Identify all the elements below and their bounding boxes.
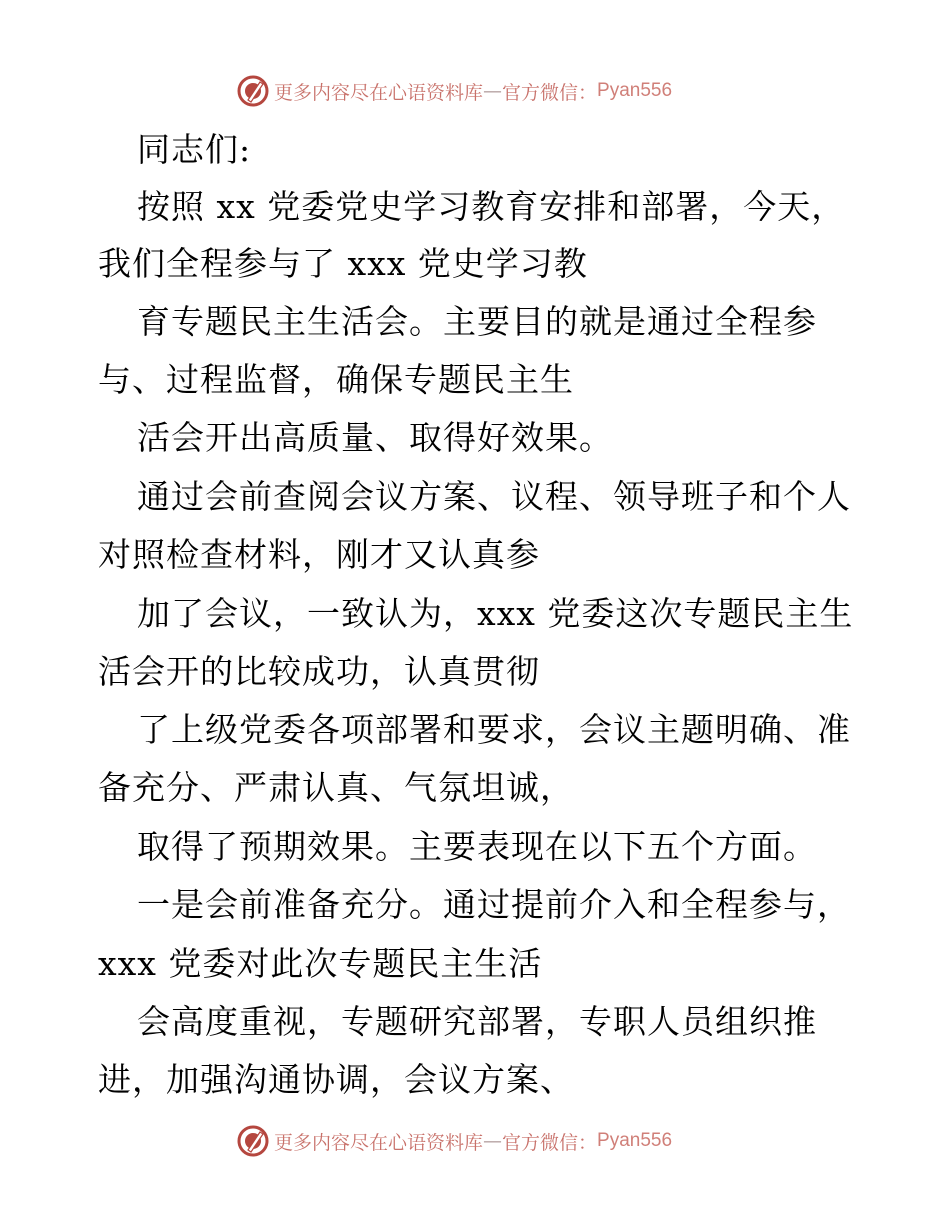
text-line: 育专题民主生活会。主要目的就是通过全程参 (137, 302, 817, 341)
watermark-id: Pyan556 (597, 1130, 673, 1151)
text-line: 我们全程参与了 xxx 党史学习教 (98, 244, 588, 283)
text-line: 活会开的比较成功，认真贯彻 (98, 652, 540, 691)
watermark-separator: — (483, 1130, 503, 1152)
text-line: 备充分、严肃认真、气氛坦诚， (98, 768, 574, 807)
text-line: 进，加强沟通协调，会议方案、 (98, 1060, 574, 1099)
watermark-separator: — (483, 80, 503, 102)
text-line: 与、过程监督，确保专题民主生 (98, 360, 574, 399)
watermark-suffix: 官方微信： (502, 81, 598, 104)
text-line: 一是会前准备充分。通过提前介入和全程参与， (137, 885, 851, 924)
watermark-id: Pyan556 (597, 80, 673, 101)
text-line: 对照检查材料，刚才又认真参 (98, 535, 540, 574)
watermark-text: 更多内容尽在心语资料库 (274, 81, 484, 104)
pen-logo-icon (236, 74, 270, 108)
text-line: 通过会前查阅会议方案、议程、领导班子和个人 (137, 477, 851, 516)
text-line: 会高度重视，专题研究部署，专职人员组织推 (137, 1002, 817, 1041)
text-line: 了上级党委各项部署和要求，会议主题明确、准 (137, 710, 851, 749)
text-line: 加了会议，一致认为，xxx 党委这次专题民主生 (137, 594, 854, 633)
pen-logo-icon (236, 1124, 270, 1158)
watermark-text: 更多内容尽在心语资料库 (274, 1131, 484, 1154)
text-line: xxx 党委对此次专题民主生活 (98, 944, 543, 983)
text-line: 活会开出高质量、取得好效果。 (137, 418, 613, 457)
watermark-banner-bottom (236, 1124, 672, 1158)
watermark-banner-top (236, 74, 672, 108)
text-line: 按照 xx 党委党史学习教育安排和部署，今天， (137, 187, 846, 226)
watermark-suffix: 官方微信： (502, 1131, 598, 1154)
text-line: 同志们: (137, 130, 252, 169)
text-line: 取得了预期效果。主要表现在以下五个方面。 (137, 827, 817, 866)
